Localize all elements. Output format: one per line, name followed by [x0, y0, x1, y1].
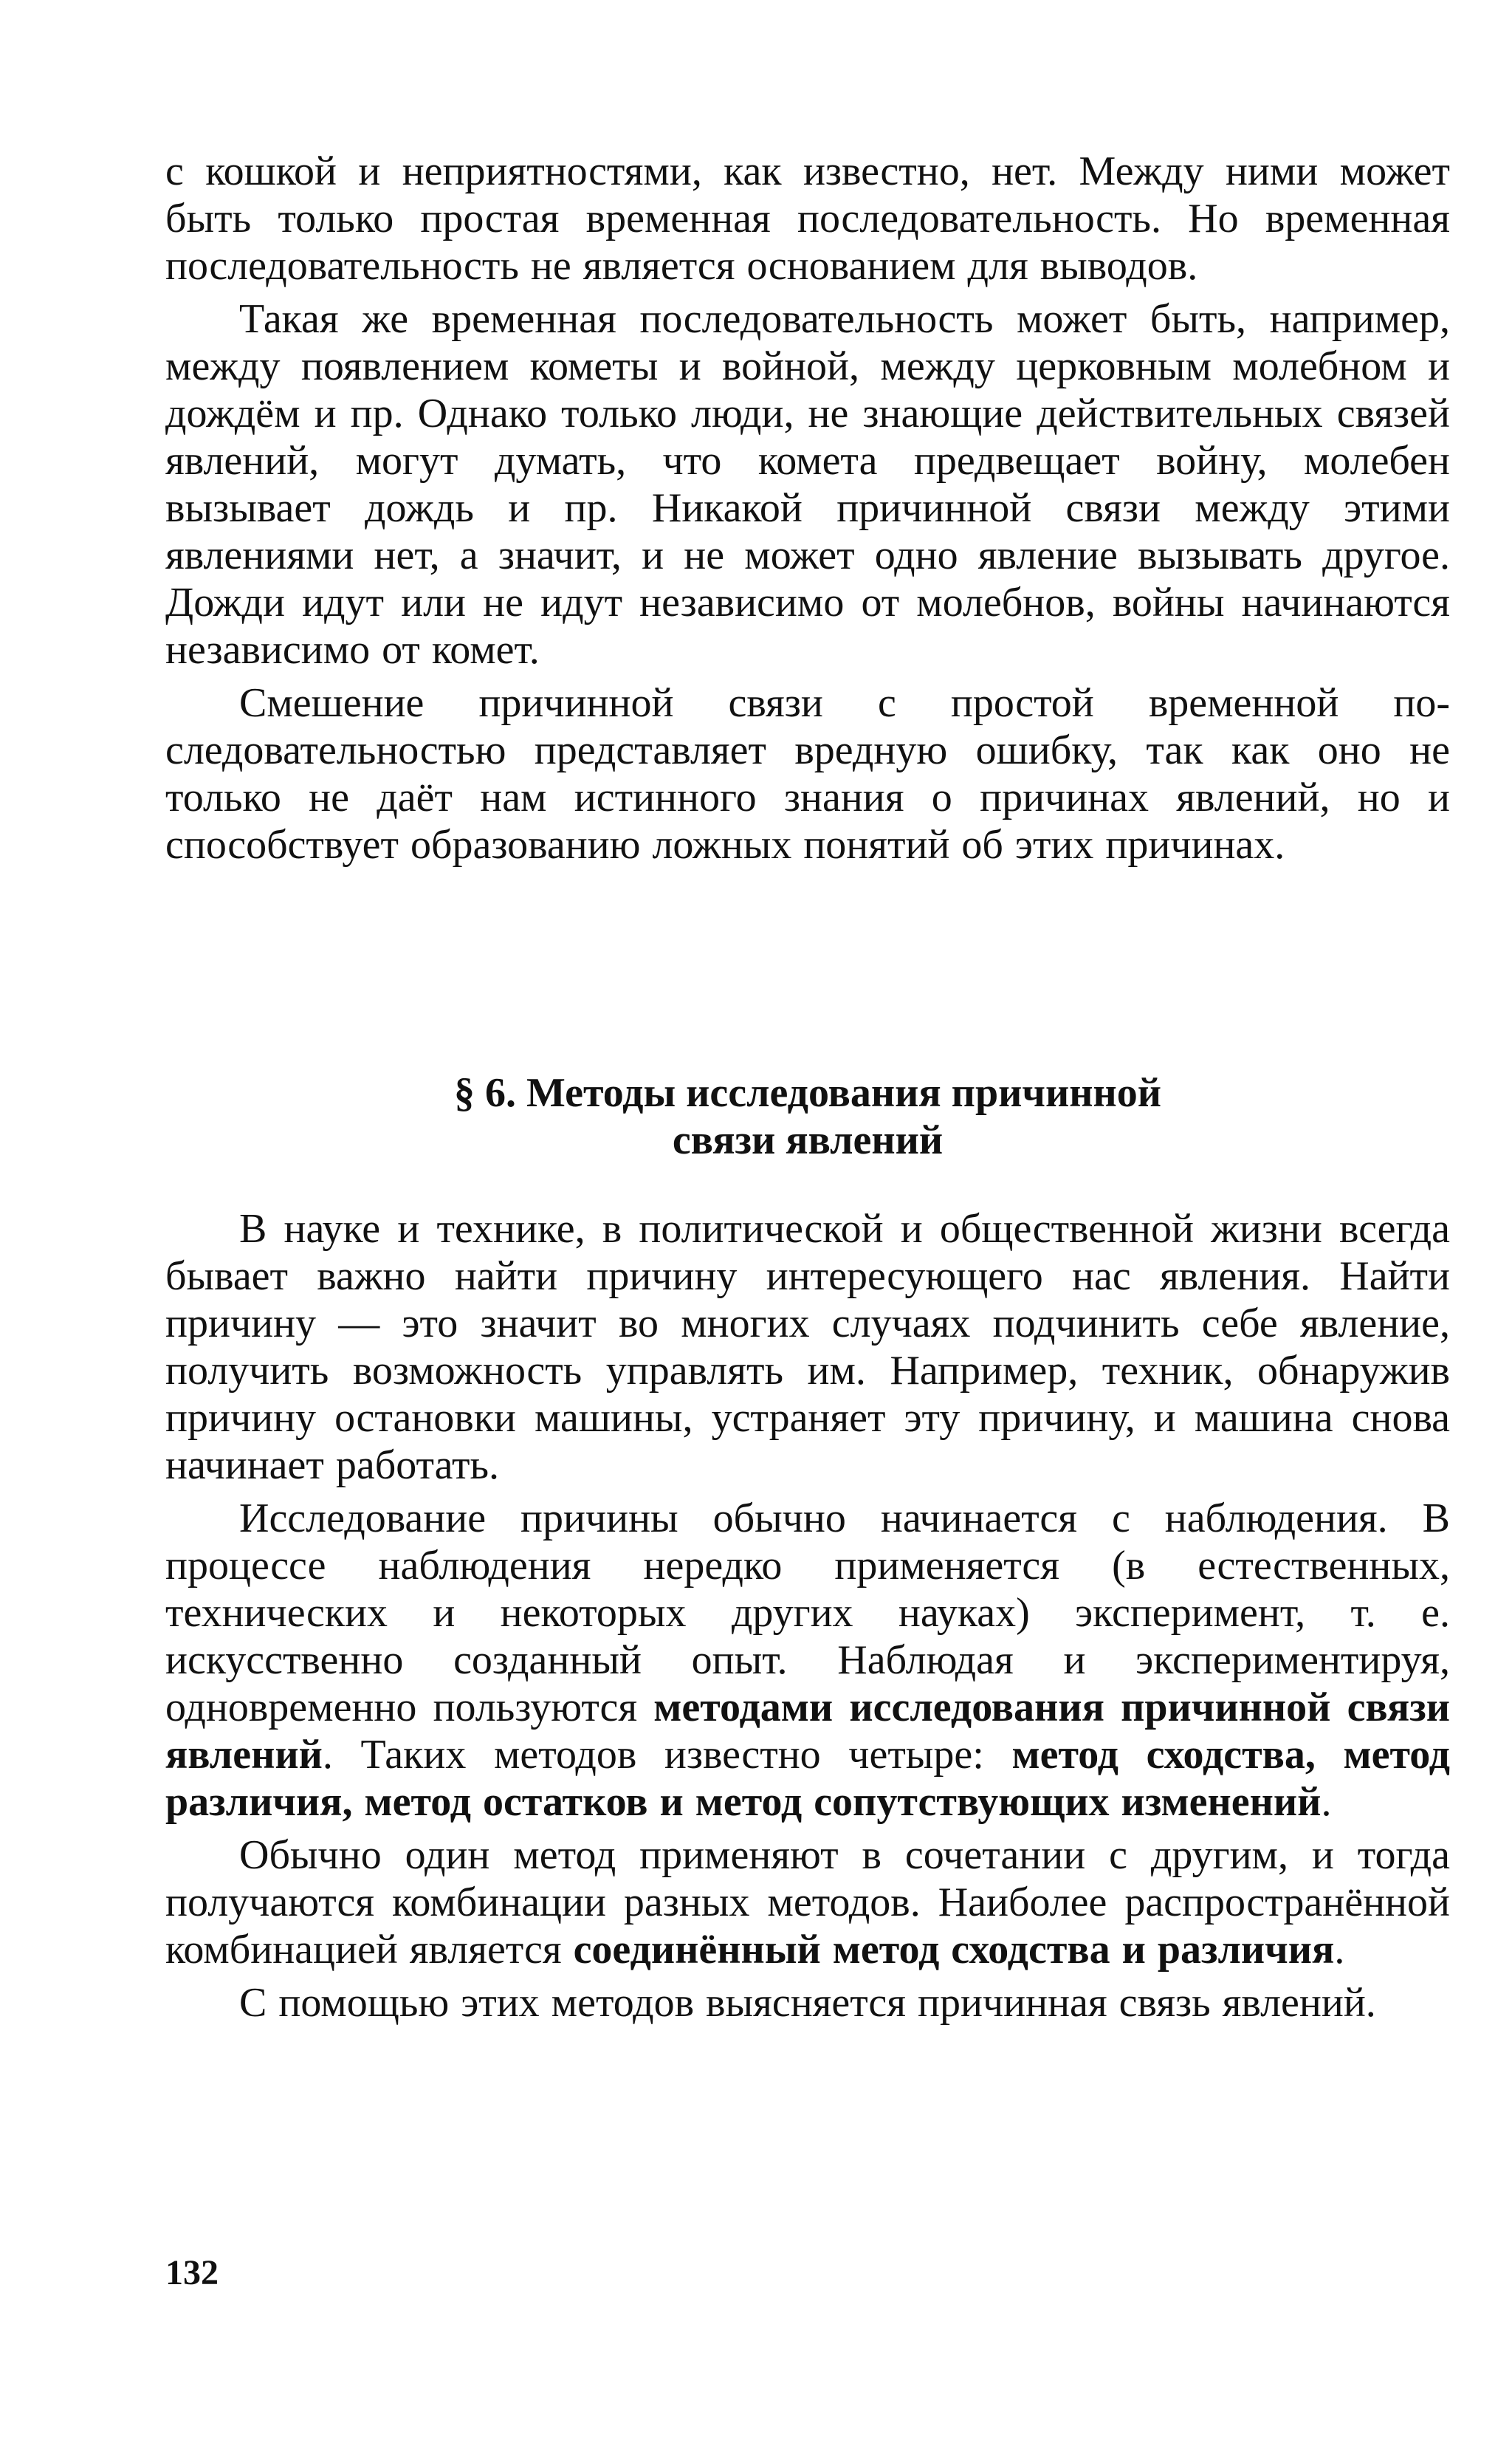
paragraph-observation	[165, 1495, 1450, 1826]
section-heading-line-2: связи явлений	[672, 1117, 944, 1163]
paragraph-temporal-sequence: Такая же временная последовательность может быть, например, между появлением кометы и войной, между церковным молебном и дождём и пр. Однако только люди, не знающие действительных связей явлений, могут думать, что комета предвещает войну, молебен вызывает дождь и пр. Никакой причинной связи между этими явлениями нет, а значит, и не может одно явление вызывать другое. Дожди идут или не идут независимо от молебнов, войны начинаются независимо от комет.	[165, 296, 1450, 673]
text-block-bottom	[165, 1205, 1450, 2026]
page-number: 132	[165, 2253, 219, 2292]
paragraph-continuation: с кошкой и неприятностями, как известно, нет. Между ними может быть только простая временная последовательность. Но временная последовательность не является основанием для выводов.	[165, 148, 1450, 289]
observation-bold-methods: методами исследования причинной связи явлений	[165, 1685, 1450, 1778]
paragraph-find-cause: В науке и технике, в политической и общественной жизни всегда бывает важно найти причину интересующего нас явления. Найти причину — это значит во многих случаях подчинить себе явление, получить возможность управлять им. Например, техник, обнаружив причину остановки машины, устраняет эту причину, и машина снова начинает работать.	[165, 1206, 1450, 1488]
combination-text-a: Обычно один метод применяют в сочетании с другим, и тогда получаются комбинации разных методов. Наиболее распространённой комбинацией является	[165, 1832, 1450, 1973]
observation-bold-four-methods: метод сходства, метод различия, метод остатков и метод сопутствующих изменений	[165, 1732, 1450, 1825]
section-heading	[165, 1069, 1450, 1164]
combination-text-c: .	[1334, 1927, 1345, 1973]
paragraph-conclusion: С помощью этих методов выясняется причинная связь явлений.	[239, 1980, 1376, 2026]
observation-text-c: . Таких методов известно четыре:	[322, 1732, 1012, 1778]
paragraph-confusion-error: Смешение причинной связи с простой временной последовательностью представляет вредную ошибку, так как оно не только не даёт нам истинного знания о причинах явлений, но и способствует образованию ложных понятий об этих причинах.	[165, 680, 1450, 868]
observation-text-e: .	[1321, 1779, 1332, 1825]
combination-bold-joint-method: соединённый метод сходства и различия	[573, 1927, 1335, 1973]
observation-text-a: Исследование причины обычно начинается с наблюдения. В процессе наблюдения нередко применяется (в естественных, технических и некоторых других науках) эксперимент, т. е. искусственно созданный опыт. Наблюдая и экспериментируя, одновременно пользуются	[165, 1495, 1450, 1730]
section-heading-line-1: § 6. Методы исследования причинной	[453, 1070, 1161, 1116]
text-block-top	[165, 148, 1450, 868]
paragraph-combination	[165, 1831, 1450, 1973]
